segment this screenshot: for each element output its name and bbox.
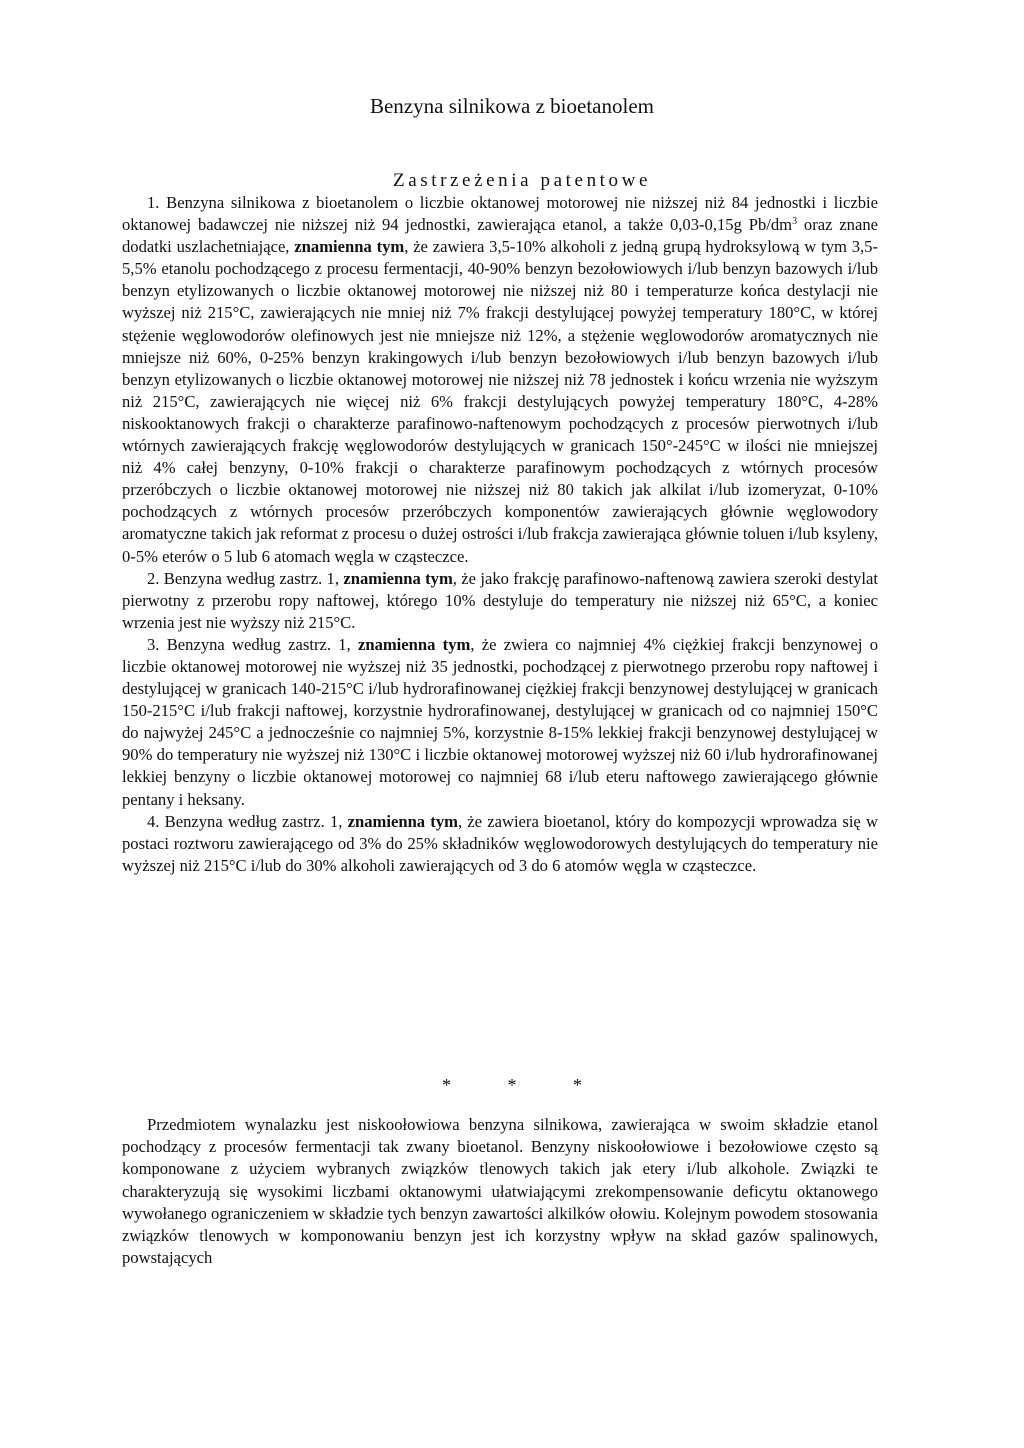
claim-text: Benzyna według zastrz. 1, — [164, 811, 348, 831]
claim-emphasis: znamienna tym — [347, 811, 458, 831]
superscript: 3 — [792, 216, 798, 228]
claim-2 — [122, 568, 878, 634]
claim-number: 3. — [147, 634, 160, 654]
section-separator: * * * — [442, 1075, 608, 1095]
claim-text: , że jako frakcję parafinowo-naftenową zawiera szeroki destylat pierwotny z przerobu ropy naftowej, którego 10% destyluje do temperatury nie niższej niż 65°C, a koniec wrzenia jest nie wyższy niż 215°C. — [122, 568, 878, 632]
claim-text: , że zwiera co najmniej 4% ciężkiej frakcji benzynowej o liczbie oktanowej motorowej nie wyższej niż 35 jednostki, pochodzącej z pierwotnego przerobu ropy naftowej i destylującej w granicach 140-215°C i/lub hydrorafinowanej ciężkiej frakcji benzynowej destylującej w granicach 150-215°C i/lub frakcji naftowej, korzystnie hydrorafinowanej, destylującej w granicach od co najmniej 150°C do najwyżej 245°C a jednocześnie co najmniej 5%, korzystnie 8-15% lekkiej frakcji benzynowej destylującej w 90% do temperatury nie wyższej niż 130°C i liczbie oktanowej motorowej wyższej niż 60 i/lub hydrorafinowanej lekkiej benzyny o liczbie oktanowej motorowej co najmniej 68 i/lub eteru naftowego zawierającego głównie pentany i heksany. — [122, 634, 878, 809]
section-title: Zastrzeżenia patentowe — [392, 170, 651, 191]
claim-emphasis: znamienna tym — [294, 237, 405, 257]
claim-text: , że zawiera bioetanol, który do kompozycji wprowadza się w postaci roztworu zawierającego od 3% do 25% składników węglowodorowych destylujących do temperatury nie wyższej niż 215°C i/lub do 30% alkoholi zawierających od 3 do 6 atomów węgla w cząsteczce. — [122, 811, 878, 875]
claim-3 — [122, 634, 878, 811]
claim-text: Benzyna według zastrz. 1, — [166, 634, 358, 654]
description-paragraph: Przedmiotem wynalazku jest niskoołowiowa benzyna silnikowa, zawierająca w swoim składzie etanol pochodzący z procesów fermentacji tak zwany bioetanol. Benzyny niskoołowiowe i bezołowiowe często są komponowane z użyciem wybranych związków tlenowych takich jak etery i/lub alkohole. Związki te charakteryzują się wysokimi liczbami oktanowymi ułatwiającymi zrekompensowanie deficytu oktanowego wywołanego ograniczeniem w składzie tych benzyn zawartości alkilków ołowiu. Kolejnym powodem stosowania związków tlenowych w komponowaniu benzyn jest ich korzystny wpływ na skład gazów spalinowych, powstających — [122, 1115, 878, 1268]
claim-text: Benzyna według zastrz. 1, — [163, 568, 344, 588]
claim-1 — [122, 192, 878, 568]
claim-number: 4. — [147, 811, 160, 831]
claim-text: Benzyna silnikowa z bioetanolem o liczbie oktanowej motorowej nie niższej niż 84 jednostki i liczbie oktanowej badawczej nie niższej niż 94 jednostki, zawierająca etanol, a także 0,03-0,15g Pb/dm — [122, 193, 878, 235]
claim-number: 2. — [147, 568, 160, 588]
claim-text: , że zawiera 3,5-10% alkoholi z jedną grupą hydroksylową w tym 3,5-5,5% etanolu pochodzącego z procesu fermentacji, 40-90% benzyn bezołowiowych i/lub benzyn bazowych i/lub benzyn etylizowanych o liczbie oktanowej motorowej nie niższej niż 80 i temperaturze końca destylacji nie wyższej niż 215°C, zawierających nie mniej niż 7% frakcji destylującej powyżej temperatury 180°C, w której stężenie węglowodorów olefinowych jest nie mniejsze niż 12%, a stężenie węglowodorów aromatycznych nie mniejsze niż 60%, 0-25% benzyn krakingowych i/lub benzyn bezołowiowych i/lub benzyn bazowych i/lub benzyn etylizowanych o liczbie oktanowej motorowej nie niższej niż 78 jednostek i końcu wrzenia nie wyższym niż 215°C, zawierających nie więcej niż 6% frakcji destylujących powyżej temperatury 180°C, 4-28% niskooktanowych frakcji o charakterze parafinowo-naftenowym pochodzących z procesów pierwotnych i/lub wtórnych zawierających frakcję węglowodorów destylujących w granicach 150°-245°C w ilości nie mniejszej niż 4% całej benzyny, 0-10% frakcji o charakterze parafinowym pochodzących z wtórnych procesów przeróbczych o liczbie oktanowej motorowej nie niższej niż 80 takich jak alkilat i/lub izomeryzat, 0-10% pochodzących z wtórnych procesów przeróbczych komponentów zawierających głównie węglowodory aromatyczne takich jak reformat z procesu o dużej ostrości i/lub frakcja zawierająca głównie toluen i/lub ksyleny, 0-5% eterów o 5 lub 6 atomach węgla w cząsteczce. — [122, 237, 878, 566]
claim-emphasis: znamienna tym — [357, 634, 471, 654]
claim-text: oraz znane dodatki uszlachetniające, — [122, 215, 878, 257]
claim-emphasis: znamienna tym — [343, 568, 453, 588]
document-title: Benzyna silnikowa z bioetanolem — [369, 94, 654, 118]
claim-4 — [122, 811, 878, 877]
description-section — [122, 1114, 878, 1269]
claim-number: 1. — [147, 193, 160, 212]
claims-list — [122, 192, 878, 877]
